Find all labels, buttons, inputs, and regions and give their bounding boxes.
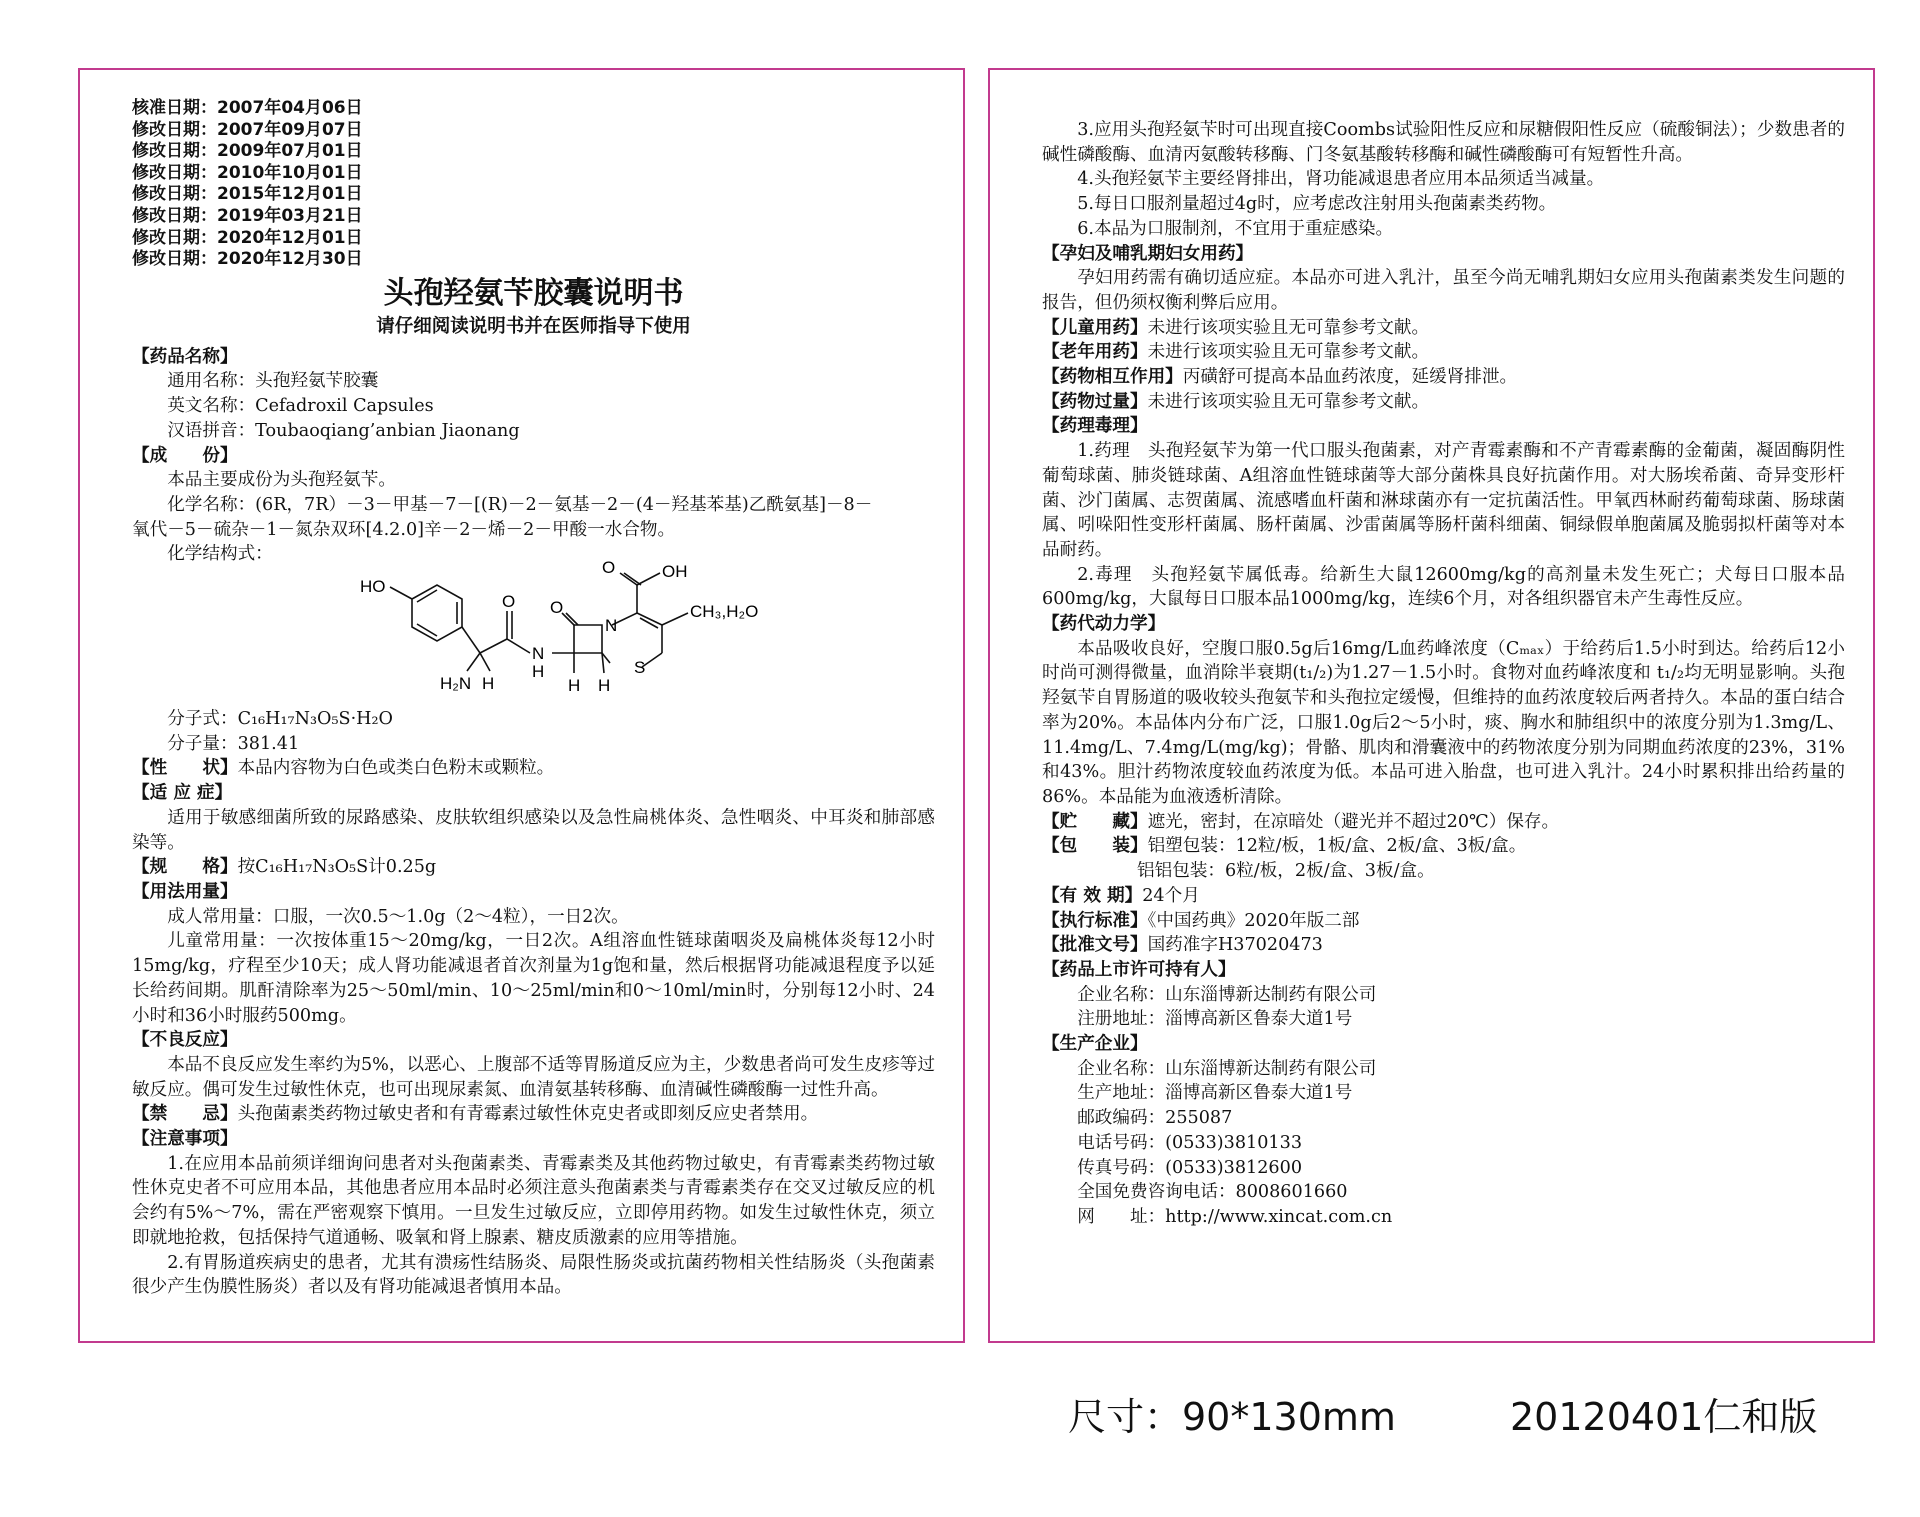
- pharmacology-2: 2.毒理 头孢羟氨苄属低毒。给新生大鼠12600mg/kg的高剂量未发生死亡；犬每日口服本品600mg/kg，大鼠每日口服本品1000mg/kg，连续6个月，对各组织器官未产生毒性反应。: [1042, 564, 1845, 610]
- date-value: 2020年12月30日: [217, 249, 363, 270]
- section-interactions: [1042, 365, 1845, 390]
- section-storage: [1042, 810, 1845, 835]
- generic-name: 通用名称：头孢羟氨苄胶囊: [167, 371, 379, 392]
- pinyin-name: 汉语拼音：Toubaoqiang’anbian Jiaonang: [167, 420, 520, 441]
- section-heading-holder: 【药品上市许可持有人】: [1042, 959, 1236, 980]
- date-row: [132, 184, 935, 206]
- date-label: 修改日期：: [132, 184, 217, 205]
- package-line2: 铝铝包装：6粒/板，2板/盒、3板/盒。: [1137, 861, 1435, 882]
- section-heading-precautions: 【注意事项】: [132, 1129, 238, 1150]
- chemical-name-line1: 化学名称：(6R，7R）－3－甲基－7－[(R)－2－氨基－2－(4－羟基苯基)乙酰氨基]－8－: [167, 494, 873, 515]
- section-heading-pregnancy: 【孕妇及哺乳期妇女用药】: [1042, 243, 1254, 264]
- hydrogen-label: H: [598, 676, 611, 696]
- section-heading-adverse: 【不良反应】: [132, 1030, 238, 1051]
- section-heading-package: 【包 装】: [1042, 836, 1148, 857]
- section-heading-approval: 【批准文号】: [1042, 935, 1148, 956]
- section-heading-dosage: 【用法用量】: [132, 882, 238, 902]
- indications-text: 适用于敏感细菌所致的尿路感染、皮肤软组织感染以及急性扁桃体炎、急性咽炎、中耳炎和肺部感染等。: [132, 807, 935, 853]
- section-heading-validity: 【有 效 期】: [1042, 885, 1143, 906]
- molecular-weight: [132, 732, 935, 757]
- pk-text: 本品吸收良好，空腹口服0.5g后16mg/L血药峰浓度（Cₘₐₓ）于给药后1.5小时到达。给药后12小时尚可测得微量，血消除半衰期(t₁/₂)为1.27－1.5小时。食物对血药峰浓度和 t₁/₂均无明显影响。头孢羟氨苄自胃肠道的吸收较头孢氨苄和头孢拉定缓慢，但维持的血药浓度较后两者持久。本品的蛋白结合率为20%。本品体内分布广泛，口服1.0g后2～5小时，痰、胸水和肺组织中的浓度分别为1.3mg/L、11.4mg/L、7.4mg/L(mg/kg)；骨骼、肌肉和滑囊液中的药物浓度分别为同期血药浓度的23%，31%和43%。胆汁药物浓度较血药浓度为低。本品可进入胎盘，也可进入乳汁。24小时累积排出给药量的86%。本品能为血液透析清除。: [1042, 638, 1845, 807]
- section-heading-spec: 【规 格】: [132, 857, 238, 878]
- section-heading-pharmacology: 【药理毒理】: [1042, 416, 1148, 437]
- mw-value: 381.41: [237, 733, 300, 754]
- dosage-adult: 成人常用量：口服，一次0.5～1.0g（2～4粒），一日2次。: [167, 906, 629, 927]
- right-content: [1042, 118, 1845, 1230]
- section-elderly: [1042, 340, 1845, 365]
- date-row: [132, 141, 935, 163]
- section-heading-overdose: 【药物过量】: [1042, 391, 1148, 412]
- manufacturer-address: 生产地址：淄博高新区鲁泰大道1号: [1077, 1083, 1353, 1104]
- date-value: 2010年10月01日: [217, 162, 363, 183]
- precaution-3: 3.应用头孢羟氨苄时可出现直接Coombs试验阳性反应和尿糖假阳性反应（硫酸铜法）；少数患者的碱性磷酸酶、血清丙氨酸转移酶、门冬氨基酸转移酶和碱性磷酸酶可有短暂性升高。: [1042, 120, 1845, 165]
- manufacturer-hotline: 全国免费咨询电话：8008601660: [1077, 1182, 1348, 1203]
- hydrate-label: CH₃,H₂O: [690, 602, 759, 622]
- pharmacology-1: 1.药理 头孢羟氨苄为第一代口服头孢菌素，对产青霉素酶和不产青霉素酶的金葡菌，凝固酶阴性葡萄球菌、肺炎链球菌、A组溶血性链球菌等大部分菌株具良好抗菌作用。对大肠埃希菌、奇异变形杆菌、沙门菌属、志贺菌属、流感嗜血杆菌和淋球菌亦有一定抗菌活性。甲氧西林耐药葡萄球菌、肠球菌属、吲哚阳性变形杆菌属、肠杆菌属、沙雷菌属等肠杆菌科细菌、铜绿假单胞菌属及脆弱拟杆菌等对本品耐药。: [1042, 441, 1845, 560]
- section-spec: [132, 855, 935, 880]
- section-heading-standard: 【执行标准】: [1042, 910, 1148, 931]
- structure-diagram: [342, 559, 812, 699]
- manufacturer-postcode: 邮政编码：255087: [1077, 1108, 1233, 1129]
- holder-address: 注册地址：淄博高新区鲁泰大道1号: [1077, 1009, 1353, 1030]
- beta-lactam-ring: [574, 625, 602, 653]
- manufacturer-fax: 传真号码：(0533)3812600: [1077, 1157, 1303, 1178]
- section-heading-storage: 【贮 藏】: [1042, 811, 1148, 832]
- document-subtitle: 请仔细阅读说明书并在医师指导下使用: [376, 315, 691, 337]
- precaution-2: 2.有胃肠道疾病史的患者，尤其有溃疡性结肠炎、局限性肠炎或抗菌药物相关性结肠炎（头孢菌素很少产生伪膜性肠炎）者以及有肾功能减退者慎用本品。: [132, 1252, 935, 1298]
- section-standard: [1042, 909, 1845, 934]
- date-row: [132, 249, 935, 271]
- nitrogen-label: N: [605, 616, 618, 636]
- date-value: 2020年12月01日: [217, 227, 363, 248]
- left-content: [132, 98, 935, 1300]
- interactions-text: 丙磺舒可提高本品血药浓度，延缓肾排泄。: [1182, 367, 1518, 388]
- left-panel: [78, 68, 965, 1343]
- precaution-6: 6.本品为口服制剂，不宜用于重症感染。: [1077, 218, 1394, 239]
- contra-text: 头孢菌素类药物过敏史者和有青霉素过敏性休克史者或即刻反应史者禁用。: [237, 1104, 819, 1125]
- section-contra: [132, 1102, 935, 1127]
- h2n-label: H₂N: [440, 674, 472, 694]
- elderly-text: 未进行该项实验且无可靠参考文献。: [1147, 342, 1430, 363]
- structure-label: 化学结构式：: [167, 544, 273, 565]
- document-title: 头孢羟氨苄胶囊说明书: [383, 275, 684, 311]
- date-row: [132, 98, 935, 120]
- oxygen-label: O: [502, 592, 516, 612]
- section-heading-elderly: 【老年用药】: [1042, 342, 1148, 363]
- standard-text: 《中国药典》2020年版二部: [1147, 910, 1360, 931]
- molecular-formula: [132, 707, 935, 732]
- section-validity: [1042, 884, 1845, 909]
- sulfur-label: S: [634, 658, 646, 678]
- package-line1: 铝塑包装：12粒/板，1板/盒、2板/盒、3板/盒。: [1147, 836, 1527, 857]
- section-children: [1042, 316, 1845, 341]
- date-label: 修改日期：: [132, 205, 217, 226]
- section-heading-pk: 【药代动力学】: [1042, 614, 1166, 635]
- date-label: 修改日期：: [132, 249, 217, 270]
- precaution-5: 5.每日口服剂量超过4g时，应考虑改注射用头孢菌素类药物。: [1077, 194, 1557, 215]
- ho-label: HO: [360, 577, 386, 597]
- oxygen-label: O: [550, 598, 564, 618]
- adverse-text: 本品不良反应发生率约为5%，以恶心、上腹部不适等胃肠道反应为主，少数患者尚可发生皮疹等过敏反应。偶可发生过敏性休克，也可出现尿素氮、血清氨基转移酶、血清碱性磷酸酶一过性升高。: [132, 1054, 935, 1100]
- section-appearance: [132, 756, 935, 781]
- date-value: 2009年07月01日: [217, 141, 363, 162]
- date-label: 修改日期：: [132, 141, 217, 162]
- manufacturer-website: 网 址：http://www.xincat.com.cn: [1077, 1206, 1393, 1227]
- chemical-structure: [342, 559, 935, 707]
- date-value: 2015年12月01日: [217, 184, 363, 205]
- overdose-text: 未进行该项实验且无可靠参考文献。: [1147, 391, 1430, 412]
- date-row: [132, 228, 935, 250]
- precaution-1: 1.在应用本品前须详细询问患者对头孢菌素类、青霉素类及其他药物过敏史，有青霉素类药物过敏性休克史者不可应用本品，其他患者应用本品时必须注意头孢菌素类与青霉素类存在交叉过敏反应的机会约有5%～7%，需在严密观察下慎用。一旦发生过敏反应，立即停用药物。如发生过敏性休克，须立即就地抢救，包括保持气道通畅、吸氧和肾上腺素、糖皮质激素的应用等措施。: [132, 1153, 935, 1248]
- spec-text: 按C₁₆H₁₇N₃O₅S计0.25g: [237, 857, 437, 878]
- section-heading-indications: 【适 应 症】: [132, 783, 233, 804]
- date-label: 修改日期：: [132, 227, 217, 248]
- date-row: [132, 120, 935, 142]
- storage-text: 遮光，密封，在凉暗处（避光并不超过20℃）保存。: [1147, 811, 1560, 832]
- validity-text: 24个月: [1142, 885, 1200, 906]
- right-panel: [988, 68, 1875, 1343]
- section-approval: [1042, 933, 1845, 958]
- chemical-name-line2: 氧代－5－硫杂－1－氮杂双环[4.2.0]辛－2－烯－2－甲酸一水合物。: [132, 519, 676, 540]
- footer-size: 尺寸：90*130mm: [1068, 1395, 1396, 1439]
- section-package: [1042, 834, 1845, 859]
- date-label: 修改日期：: [132, 162, 217, 183]
- oh-label: OH: [662, 562, 688, 582]
- hydrogen-label: H: [532, 662, 545, 682]
- english-name: 英文名称：Cefadroxil Capsules: [167, 396, 434, 417]
- manufacturer-company: 企业名称：山东淄博新达制药有限公司: [1077, 1058, 1377, 1079]
- pregnancy-text: 孕妇用药需有确切适应症。本品亦可进入乳汁，虽至今尚无哺乳期妇女应用头孢菌素类发生问题的报告，但仍须权衡利弊后应用。: [1042, 268, 1845, 313]
- benzene-ring: [412, 585, 462, 641]
- approval-text: 国药准字H37020473: [1147, 935, 1323, 956]
- section-heading-interactions: 【药物相互作用】: [1042, 367, 1183, 388]
- date-value: 2007年09月07日: [217, 119, 363, 140]
- mw-label: 分子量：: [167, 733, 238, 754]
- date-value: 2007年04月06日: [217, 98, 363, 118]
- date-row: [132, 163, 935, 185]
- section-heading-drug-name: 【药品名称】: [132, 346, 238, 367]
- manufacturer-phone: 电话号码：(0533)3810133: [1077, 1132, 1303, 1153]
- section-heading-children: 【儿童用药】: [1042, 317, 1148, 338]
- composition-main: 本品主要成份为头孢羟氨苄。: [167, 470, 396, 491]
- date-label: 核准日期：: [132, 98, 217, 118]
- dosage-child: 儿童常用量：一次按体重15～20mg/kg，一日2次。A组溶血性链球菌咽炎及扁桃体炎每12小时15mg/kg，疗程至少10天；成人肾功能减退者首次剂量为1g饱和量，然后根据肾功能减退程度予以延长给药间期。肌酐清除率为25～50ml/min、10～25ml/min和0～10ml/min时，分别每12小时、24小时和36小时服药500mg。: [132, 931, 935, 1026]
- section-overdose: [1042, 390, 1845, 415]
- section-heading-contra: 【禁 忌】: [132, 1104, 238, 1125]
- formula-label: 分子式：: [167, 709, 238, 730]
- section-heading-composition: 【成 份】: [132, 445, 238, 466]
- section-heading-manufacturer: 【生产企业】: [1042, 1034, 1148, 1055]
- hydrogen-label: H: [568, 676, 581, 696]
- footer-version: 20120401仁和版: [1510, 1395, 1818, 1439]
- appearance-text: 本品内容物为白色或类白色粉末或颗粒。: [237, 758, 555, 779]
- formula-value: C₁₆H₁₇N₃O₅S·H₂O: [237, 709, 393, 730]
- revision-dates: [132, 98, 935, 271]
- section-heading-appearance: 【性 状】: [132, 758, 238, 779]
- date-value: 2019年03月21日: [217, 205, 363, 226]
- date-label: 修改日期：: [132, 119, 217, 140]
- nitrogen-label: N: [532, 644, 545, 664]
- precaution-4: 4.头孢羟氨苄主要经肾排出，肾功能减退患者应用本品须适当减量。: [1077, 169, 1605, 190]
- children-text: 未进行该项实验且无可靠参考文献。: [1147, 317, 1430, 338]
- holder-company: 企业名称：山东淄博新达制药有限公司: [1077, 984, 1377, 1005]
- date-row: [132, 206, 935, 228]
- hydrogen-label: H: [482, 674, 495, 694]
- oxygen-label: O: [602, 559, 616, 578]
